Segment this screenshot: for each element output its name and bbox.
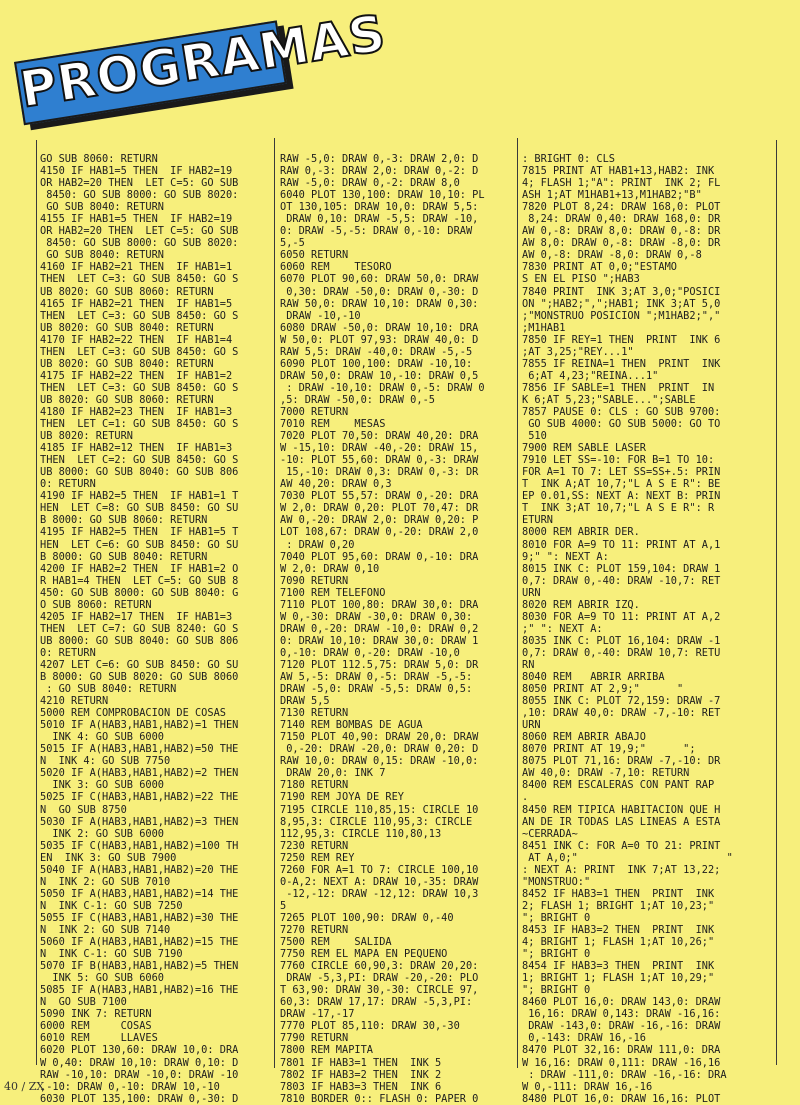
code-line: 8020 REM ABRIR IZQ.	[522, 598, 640, 611]
code-line: 8450: GO SUB 8000: GO SUB 8020:	[40, 189, 239, 202]
code-line: DRAW -17,-17	[280, 1008, 355, 1021]
code-line: 6060 REM TESORO	[280, 261, 392, 274]
code-line: THEN LET C=2: GO SUB 8450: GO S	[40, 454, 239, 467]
code-line: 4175 IF HAB2=22 THEN IF HAB1=2	[40, 369, 233, 382]
code-line: AW 0,-8: DRAW 8,0: DRAW 0,-8: DR	[522, 225, 721, 238]
code-line: "; BRIGHT 0	[522, 984, 591, 997]
code-line: : DRAW 0,20	[280, 538, 355, 551]
listing-column-1	[40, 153, 270, 1105]
code-line: THEN LET C=1: GO SUB 8450: GO S	[40, 418, 239, 431]
code-line: 7120 PLOT 112.5,75: DRAW 5,0: DR	[280, 658, 479, 671]
code-line: 4210 RETURN	[40, 695, 109, 708]
code-line: INK 5: GO SUB 6060	[40, 972, 164, 985]
code-line: ASH 1;AT M1HAB1+13,M1HAB2;"B"	[522, 189, 702, 202]
code-line: W 0,-111: DRAW 16,-16	[522, 1080, 653, 1093]
code-line: RAW 5,5: DRAW -40,0: DRAW -5,-5	[280, 345, 473, 358]
code-line: DRAW 5,5	[280, 695, 330, 708]
code-line: 7260 FOR A=1 TO 7: CIRCLE 100,10	[280, 863, 479, 876]
code-line: 5,-5	[280, 237, 305, 250]
code-line: RAW -10,10: DRAW -10,0: DRAW -10	[40, 1068, 239, 1081]
code-line: 4150 IF HAB1=5 THEN IF HAB2=19	[40, 165, 233, 178]
code-line: 7900 REM SABLE LASER	[522, 442, 646, 455]
code-line: ,10: DRAW 40,0: DRAW -7,-10: RET	[522, 707, 721, 720]
code-line: W 2,0: DRAW 0,20: PLOT 70,47: DR	[280, 502, 479, 515]
code-line: 7856 IF SABLE=1 THEN PRINT IN	[522, 381, 715, 394]
code-line: THEN LET C=3: GO SUB 8450: GO S	[40, 381, 239, 394]
code-line: .	[522, 791, 529, 804]
code-line: 2; FLASH 1; BRIGHT 1;AT 10,23;"	[522, 899, 715, 912]
code-line: W 0,40: DRAW 10,10: DRAW 0,10: D	[40, 1056, 239, 1069]
code-line: 7800 REM MAPITA	[280, 1044, 373, 1057]
code-line: 7195 CIRCLE 110,85,15: CIRCLE 10	[280, 803, 479, 816]
code-line: 5085 IF A(HAB3,HAB1,HAB2)=16 THE	[40, 984, 239, 997]
code-line: 7820 PLOT 8,24: DRAW 168,0: PLOT	[522, 201, 721, 214]
code-line: 6090 PLOT 100,100: DRAW -10,10:	[280, 357, 473, 370]
code-line: 7250 REM REY	[280, 851, 355, 864]
code-line: HEN LET C=8: GO SUB 8450: GO SU	[40, 502, 239, 515]
code-line: 7000 RETURN	[280, 405, 349, 418]
code-line: 8451 INK C: FOR A=0 TO 21: PRINT	[522, 839, 721, 852]
code-line: 7265 PLOT 100,90: DRAW 0,-40	[280, 911, 454, 924]
code-line: 7180 RETURN	[280, 779, 349, 792]
code-line: 7750 REM EL MAPA EN PEQUENO	[280, 948, 448, 961]
code-line: 7130 RETURN	[280, 707, 349, 720]
code-line: DRAW 50,0: DRAW 10,-10: DRAW 0,5	[280, 369, 479, 382]
code-line: 0,-10: DRAW 0,-20: DRAW -10,0	[280, 646, 460, 659]
code-line: N INK C-1: GO SUB 7190	[40, 948, 183, 961]
code-line: 8070 PRINT AT 19,9;" ";	[522, 743, 696, 756]
code-line: RAW 0,-3: DRAW 2,0: DRAW 0,-2: D	[280, 165, 479, 178]
code-line: 5030 IF A(HAB3,HAB1,HAB2)=3 THEN	[40, 815, 239, 828]
code-line: AW 40,20: DRAW 0,3	[280, 478, 392, 491]
code-line: 5010 IF A(HAB3,HAB1,HAB2)=1 THEN	[40, 719, 239, 732]
code-line: 6050 RETURN	[280, 249, 349, 262]
code-line: DRAW 0,10: DRAW -5,5: DRAW -10,	[280, 213, 479, 226]
code-line: 112,95,3: CIRCLE 110,80,13	[280, 827, 442, 840]
code-line: AW 8,0: DRAW 0,-8: DRAW -8,0: DR	[522, 237, 721, 250]
listing-column-3	[522, 153, 772, 1105]
code-line: 5025 IF C(HAB3,HAB1,HAB2)=22 THE	[40, 791, 239, 804]
code-line: UB 8020: GO SUB 8040: RETURN	[40, 357, 214, 370]
code-line: 7100 REM TELEFONO	[280, 586, 386, 599]
code-line: 6080 DRAW -50,0: DRAW 10,10: DRA	[280, 321, 479, 334]
code-line: 0,30: DRAW -50,0: DRAW 0,-30: D	[280, 285, 479, 298]
code-line: 7270 RETURN	[280, 924, 349, 936]
code-line: 8055 INK C: PLOT 72,159: DRAW -7	[522, 695, 721, 708]
code-line: 6030 PLOT 135,100: DRAW 0,-30: D	[40, 1092, 239, 1105]
code-line: 4155 IF HAB1=5 THEN IF HAB2=19	[40, 213, 233, 226]
code-line: 8450 REM TIPICA HABITACION QUE H	[522, 803, 721, 816]
code-line: 8460 PLOT 16,0: DRAW 143,0: DRAW	[522, 996, 721, 1009]
code-line: : DRAW -10,10: DRAW 0,-5: DRAW 0	[280, 381, 485, 394]
code-line: ;"MONSTRUO POSICION ";M1HAB2;","	[522, 309, 721, 322]
code-line: INK 4: GO SUB 6000	[40, 731, 164, 744]
code-line: N INK C-1: GO SUB 7250	[40, 899, 183, 912]
code-line: THEN LET C=3: GO SUB 8450: GO S	[40, 345, 239, 358]
code-line: 4195 IF HAB2=5 THEN IF HAB1=5 T	[40, 526, 239, 539]
code-line: 7090 RETURN	[280, 574, 349, 587]
code-line: AW 5,-5: DRAW 0,-5: DRAW -5,-5:	[280, 671, 473, 684]
code-line: THEN LET C=7: GO SUB 8240: GO S	[40, 622, 239, 635]
code-line: 8050 PRINT AT 2,9;" "	[522, 683, 684, 696]
code-line: O SUB 8060: RETURN	[40, 598, 152, 611]
code-line: FOR A=1 TO 7: LET SS=SS+.5: PRIN	[522, 466, 721, 479]
code-line: HEN LET C=6: GO SUB 8450: GO SU	[40, 538, 239, 551]
code-line: UB 8000: GO SUB 8040: GO SUB 806	[40, 466, 239, 479]
code-line: THEN LET C=3: GO SUB 8450: GO S	[40, 273, 239, 286]
code-line: 7030 PLOT 55,57: DRAW 0,-20: DRA	[280, 490, 479, 503]
code-line: 6070 PLOT 90,60: DRAW 50,0: DRAW	[280, 273, 479, 286]
code-line: 7840 PRINT INK 3;AT 3,0;"POSICI	[522, 285, 721, 298]
code-line: 8015 INK C: PLOT 159,104: DRAW 1	[522, 562, 721, 575]
code-line: 7857 PAUSE 0: CLS : GO SUB 9700:	[522, 405, 721, 418]
code-line: : DRAW -111,0: DRAW -16,-16: DRA	[522, 1068, 727, 1081]
code-line: 7770 PLOT 85,110: DRAW 30,-30	[280, 1020, 460, 1033]
code-line: OR HAB2=20 THEN LET C=5: GO SUB	[40, 225, 239, 238]
code-line: 0,-20: DRAW -20,0: DRAW 0,20: D	[280, 743, 479, 756]
code-line: AN DE IR TODAS LAS LINEAS A ESTA	[522, 815, 721, 828]
code-line: K 6;AT 5,23;"SABLE...";SABLE	[522, 393, 696, 406]
code-line: 7850 IF REY=1 THEN PRINT INK 6	[522, 333, 721, 346]
code-line: AW 40,0: DRAW -7,10: RETURN	[522, 767, 690, 780]
code-line: 7830 PRINT AT 0,0;"ESTAMO	[522, 261, 677, 274]
code-line: 7815 PRINT AT HAB1+13,HAB2: INK	[522, 165, 715, 178]
code-line: 4180 IF HAB2=23 THEN IF HAB1=3	[40, 405, 233, 418]
code-line: 4207 LET C=6: GO SUB 8450: GO SU	[40, 658, 239, 671]
code-line: 5060 IF A(HAB3,HAB1,HAB2)=15 THE	[40, 936, 239, 949]
column-divider	[776, 140, 777, 1065]
code-line: 7150 PLOT 40,90: DRAW 20,0: DRAW	[280, 731, 479, 744]
code-line: 0: DRAW 10,10: DRAW 30,0: DRAW 1	[280, 634, 479, 647]
code-line: EN INK 3: GO SUB 7900	[40, 851, 177, 864]
page-folio: 40 / ZX	[4, 1080, 45, 1093]
code-line: N GO SUB 8750	[40, 803, 127, 816]
code-line: 7801 IF HAB3=1 THEN INK 5	[280, 1056, 442, 1069]
code-line: 7040 PLOT 95,60: DRAW 0,-10: DRA	[280, 550, 479, 563]
code-line: 8,95,3: CIRCLE 110,95,3: CIRCLE	[280, 815, 473, 828]
code-line: GO SUB 8040: RETURN	[40, 201, 164, 214]
code-line: 5000 REM COMPROBACION DE COSAS	[40, 707, 226, 720]
code-line: URN	[522, 586, 541, 599]
code-line: -10: PLOT 55,60: DRAW 0,-3: DRAW	[280, 454, 479, 467]
code-line: 9;" ": NEXT A:	[522, 550, 609, 563]
column-divider	[517, 138, 518, 1068]
code-line: 5040 IF A(HAB3,HAB1,HAB2)=20 THE	[40, 863, 239, 876]
code-line: INK 3: GO SUB 6000	[40, 779, 164, 792]
code-line: 5020 IF A(HAB3,HAB1,HAB2)=2 THEN	[40, 767, 239, 780]
listing-column-2	[280, 153, 515, 1105]
code-line: AT A,0;" "	[522, 851, 733, 864]
code-line: 5070 IF B(HAB3,HAB1,HAB2)=5 THEN	[40, 960, 239, 973]
code-line: 5035 IF C(HAB3,HAB1,HAB2)=100 TH	[40, 839, 239, 852]
code-line: "; BRIGHT 0	[522, 911, 591, 924]
code-line: 8030 FOR A=9 TO 11: PRINT AT A,2	[522, 610, 721, 623]
code-line: UB 8020: GO SUB 8040: RETURN	[40, 321, 214, 334]
code-line: 4190 IF HAB2=5 THEN IF HAB1=1 T	[40, 490, 239, 503]
code-line: W 50,0: PLOT 97,93: DRAW 40,0: D	[280, 333, 479, 346]
code-line: N INK 4: GO SUB 7750	[40, 755, 171, 768]
code-line: 7802 IF HAB3=2 THEN INK 2	[280, 1068, 442, 1081]
code-line: 4185 IF HAB2=12 THEN IF HAB1=3	[40, 442, 233, 455]
code-line: 0: RETURN	[40, 478, 96, 491]
code-line: "MONSTRUO:"	[522, 875, 591, 888]
code-line: 8480 PLOT 16,0: DRAW 16,16: PLOT	[522, 1092, 721, 1105]
code-line: 0-A,2: NEXT A: DRAW 10,-35: DRAW	[280, 875, 479, 888]
code-line: : NEXT A: PRINT INK 7;AT 13,22;	[522, 863, 721, 876]
code-line: -12,-12: DRAW -12,12: DRAW 10,3	[280, 887, 479, 900]
code-line: URN	[522, 719, 541, 732]
code-line: DRAW -5,3,PI: DRAW -20,-20: PLO	[280, 972, 479, 985]
code-line: RAW 10,0: DRAW 0,15: DRAW -10,0:	[280, 755, 479, 768]
code-line: 60,3: DRAW 17,17: DRAW -5,3,PI:	[280, 996, 473, 1009]
code-line: 8453 IF HAB3=2 THEN PRINT INK	[522, 924, 715, 936]
code-line: 6020 PLOT 130,60: DRAW 10,0: DRA	[40, 1044, 239, 1057]
code-line: W 2,0: DRAW 0,10	[280, 562, 380, 575]
code-line: 0: DRAW -5,-5: DRAW 0,-10: DRAW	[280, 225, 473, 238]
code-line: 8040 REM ABRIR ARRIBA	[522, 671, 665, 684]
column-divider	[274, 138, 275, 1068]
code-line: GO SUB 8060: RETURN	[40, 153, 158, 165]
code-line: 7910 LET SS=-10: FOR B=1 TO 10:	[522, 454, 715, 467]
code-line: 0,-143: DRAW 16,-16	[522, 1032, 646, 1045]
column-divider	[36, 140, 37, 1065]
code-line: 7190 REM JOYA DE REY	[280, 791, 404, 804]
code-line: 6010 REM LLAVES	[40, 1032, 158, 1045]
code-line: UB 8020: GO SUB 8060: RETURN	[40, 393, 214, 406]
code-line: 7230 RETURN	[280, 839, 349, 852]
code-line: DRAW 0,-20: DRAW -10,0: DRAW 0,2	[280, 622, 479, 635]
code-line: : GO SUB 8040: RETURN	[40, 683, 177, 696]
code-line: RN	[522, 658, 535, 671]
code-line: DRAW 20,0: INK 7	[280, 767, 386, 780]
code-line: 8400 REM ESCALERAS CON PANT RAP	[522, 779, 715, 792]
code-line: S EN EL PISO ";HAB3	[522, 273, 640, 286]
code-line: 4160 IF HAB2=21 THEN IF HAB1=1	[40, 261, 233, 274]
code-line: RAW -5,0: DRAW 0,-2: DRAW 8,0	[280, 177, 460, 190]
code-line: 7140 REM BOMBAS DE AGUA	[280, 719, 423, 732]
code-line: ;AT 3,25;"REY...1"	[522, 345, 634, 358]
code-line: R HAB1=4 THEN LET C=5: GO SUB 8	[40, 574, 239, 587]
code-line: 4; BRIGHT 1; FLASH 1;AT 10,26;"	[522, 936, 715, 949]
code-line: N INK 2: GO SUB 7140	[40, 924, 171, 936]
code-line: 7010 REM MESAS	[280, 418, 386, 431]
code-line: 8450: GO SUB 8000: GO SUB 8020:	[40, 237, 239, 250]
code-line: 16,16: DRAW 0,143: DRAW -16,16:	[522, 1008, 721, 1021]
code-line: 4; FLASH 1;"A": PRINT INK 2; FL	[522, 177, 721, 190]
code-line: B 8000: GO SUB 8040: RETURN	[40, 550, 208, 563]
code-line: GO SUB 4000: GO SUB 5000: GO TO	[522, 418, 721, 431]
code-line: 8000 REM ABRIR DER.	[522, 526, 640, 539]
section-title: PROGRAMAS	[15, 3, 390, 119]
code-line: 7760 CIRCLE 60,90,3: DRAW 20,20:	[280, 960, 479, 973]
code-line: 7855 IF REINA=1 THEN PRINT INK	[522, 357, 721, 370]
code-line: THEN LET C=3: GO SUB 8450: GO S	[40, 309, 239, 322]
code-line: 4165 IF HAB2=21 THEN IF HAB1=5	[40, 297, 233, 310]
code-line: 6040 PLOT 130,100: DRAW 10,10: PL	[280, 189, 485, 202]
code-line: 450: GO SUB 8000: GO SUB 8040: G	[40, 586, 239, 599]
code-line: 4170 IF HAB2=22 THEN IF HAB1=4	[40, 333, 233, 346]
code-line: 7110 PLOT 100,80: DRAW 30,0: DRA	[280, 598, 479, 611]
code-line: : BRIGHT 0: CLS	[522, 153, 615, 165]
code-line: ,5: DRAW -50,0: DRAW 0,-5	[280, 393, 435, 406]
code-line: 8035 INK C: PLOT 16,104: DRAW -1	[522, 634, 721, 647]
section-banner	[14, 3, 390, 125]
code-line: RAW -5,0: DRAW 0,-3: DRAW 2,0: D	[280, 153, 479, 165]
code-line: 6;AT 4,23;"REINA...1"	[522, 369, 659, 382]
code-line: N INK 2: GO SUB 7010	[40, 875, 171, 888]
code-line: 8454 IF HAB3=3 THEN PRINT INK	[522, 960, 715, 973]
code-line: 8060 REM ABRIR ABAJO	[522, 731, 646, 744]
code-line: 5090 INK 7: RETURN	[40, 1008, 152, 1021]
code-line: DRAW -5,0: DRAW -5,5: DRAW 0,5:	[280, 683, 473, 696]
code-line: 8470 PLOT 32,16: DRAW 111,0: DRA	[522, 1044, 721, 1057]
code-line: ,-10: DRAW 0,-10: DRAW 10,-10	[40, 1080, 220, 1093]
code-line: ;M1HAB1	[522, 321, 566, 334]
code-line: W 16,16: DRAW 0,111: DRAW -16,16	[522, 1056, 721, 1069]
code-line: 0,7: DRAW 0,-40: DRAW 10,7: RETU	[522, 646, 721, 659]
code-line: GO SUB 8040: RETURN	[40, 249, 164, 262]
code-line: 510	[522, 430, 547, 443]
code-line: 7020 PLOT 70,50: DRAW 40,20: DRA	[280, 430, 479, 443]
code-line: 7810 BORDER 0:: FLASH 0: PAPER 0	[280, 1092, 479, 1105]
code-line: ;" ": NEXT A:	[522, 622, 603, 635]
code-line: T 63,90: DRAW 30,-30: CIRCLE 97,	[280, 984, 479, 997]
code-line: DRAW -10,-10	[280, 309, 361, 322]
code-line: OT 130,105: DRAW 10,0: DRAW 5,5:	[280, 201, 479, 214]
code-line: EP 0.01,SS: NEXT A: NEXT B: PRIN	[522, 490, 721, 503]
code-line: 1; BRIGHT 1; FLASH 1;AT 10,29;"	[522, 972, 715, 985]
code-line: 0: RETURN	[40, 646, 96, 659]
code-line: 6000 REM COSAS	[40, 1020, 152, 1033]
code-line: UB 8020: GO SUB 8060: RETURN	[40, 285, 214, 298]
code-line: AW 0,-8: DRAW -8,0: DRAW 0,-8	[522, 249, 702, 262]
code-line: B 8000: GO SUB 8020: GO SUB 8060	[40, 671, 239, 684]
code-line: DRAW -143,0: DRAW -16,-16: DRAW	[522, 1020, 721, 1033]
code-line: 7803 IF HAB3=3 THEN INK 6	[280, 1080, 442, 1093]
code-line: OR HAB2=20 THEN LET C=5: GO SUB	[40, 177, 239, 190]
code-line: 8075 PLOT 71,16: DRAW -7,-10: DR	[522, 755, 721, 768]
code-line: UB 8000: GO SUB 8040: GO SUB 806	[40, 634, 239, 647]
code-line: ETURN	[522, 514, 553, 527]
code-line: B 8000: GO SUB 8060: RETURN	[40, 514, 208, 527]
code-line: 8010 FOR A=9 TO 11: PRINT AT A,1	[522, 538, 721, 551]
code-line: 8,24: DRAW 0,40: DRAW 168,0: DR	[522, 213, 721, 226]
code-line: 15,-10: DRAW 0,3: DRAW 0,-3: DR	[280, 466, 479, 479]
code-line: 7790 RETURN	[280, 1032, 349, 1045]
code-line: INK 2: GO SUB 6000	[40, 827, 164, 840]
code-line: LOT 108,67: DRAW 0,-20: DRAW 2,0	[280, 526, 479, 539]
code-line: T INK 3;AT 10,7;"L A S E R": R	[522, 502, 715, 515]
code-line: 0,7: DRAW 0,-40: DRAW -10,7: RET	[522, 574, 721, 587]
code-line: T INK A;AT 10,7;"L A S E R": BE	[522, 478, 721, 491]
code-line: ~CERRADA~	[522, 827, 578, 840]
code-line: "; BRIGHT 0	[522, 948, 591, 961]
code-line: 8452 IF HAB3=1 THEN PRINT INK	[522, 887, 715, 900]
code-line: W 0,-30: DRAW -30,0: DRAW 0,30:	[280, 610, 473, 623]
code-line: 5	[280, 899, 287, 912]
code-line: 5055 IF C(HAB3,HAB1,HAB2)=30 THE	[40, 911, 239, 924]
code-line: 4200 IF HAB2=2 THEN IF HAB1=2 O	[40, 562, 239, 575]
code-line: N GO SUB 7100	[40, 996, 127, 1009]
code-line: 4205 IF HAB2=17 THEN IF HAB1=3	[40, 610, 233, 623]
code-line: 5015 IF A(HAB3,HAB1,HAB2)=50 THE	[40, 743, 239, 756]
code-line: ON ";HAB2;",";HAB1; INK 3;AT 5,0	[522, 297, 721, 310]
code-line: 5050 IF A(HAB3,HAB1,HAB2)=14 THE	[40, 887, 239, 900]
code-line: RAW 50,0: DRAW 10,10: DRAW 0,30:	[280, 297, 479, 310]
code-line: 7500 REM SALIDA	[280, 936, 392, 949]
code-line: UB 8020: RETURN	[40, 430, 133, 443]
code-line: AW 0,-20: DRAW 2,0: DRAW 0,20: P	[280, 514, 479, 527]
code-line: W -15,10: DRAW -40,-20: DRAW 15,	[280, 442, 479, 455]
